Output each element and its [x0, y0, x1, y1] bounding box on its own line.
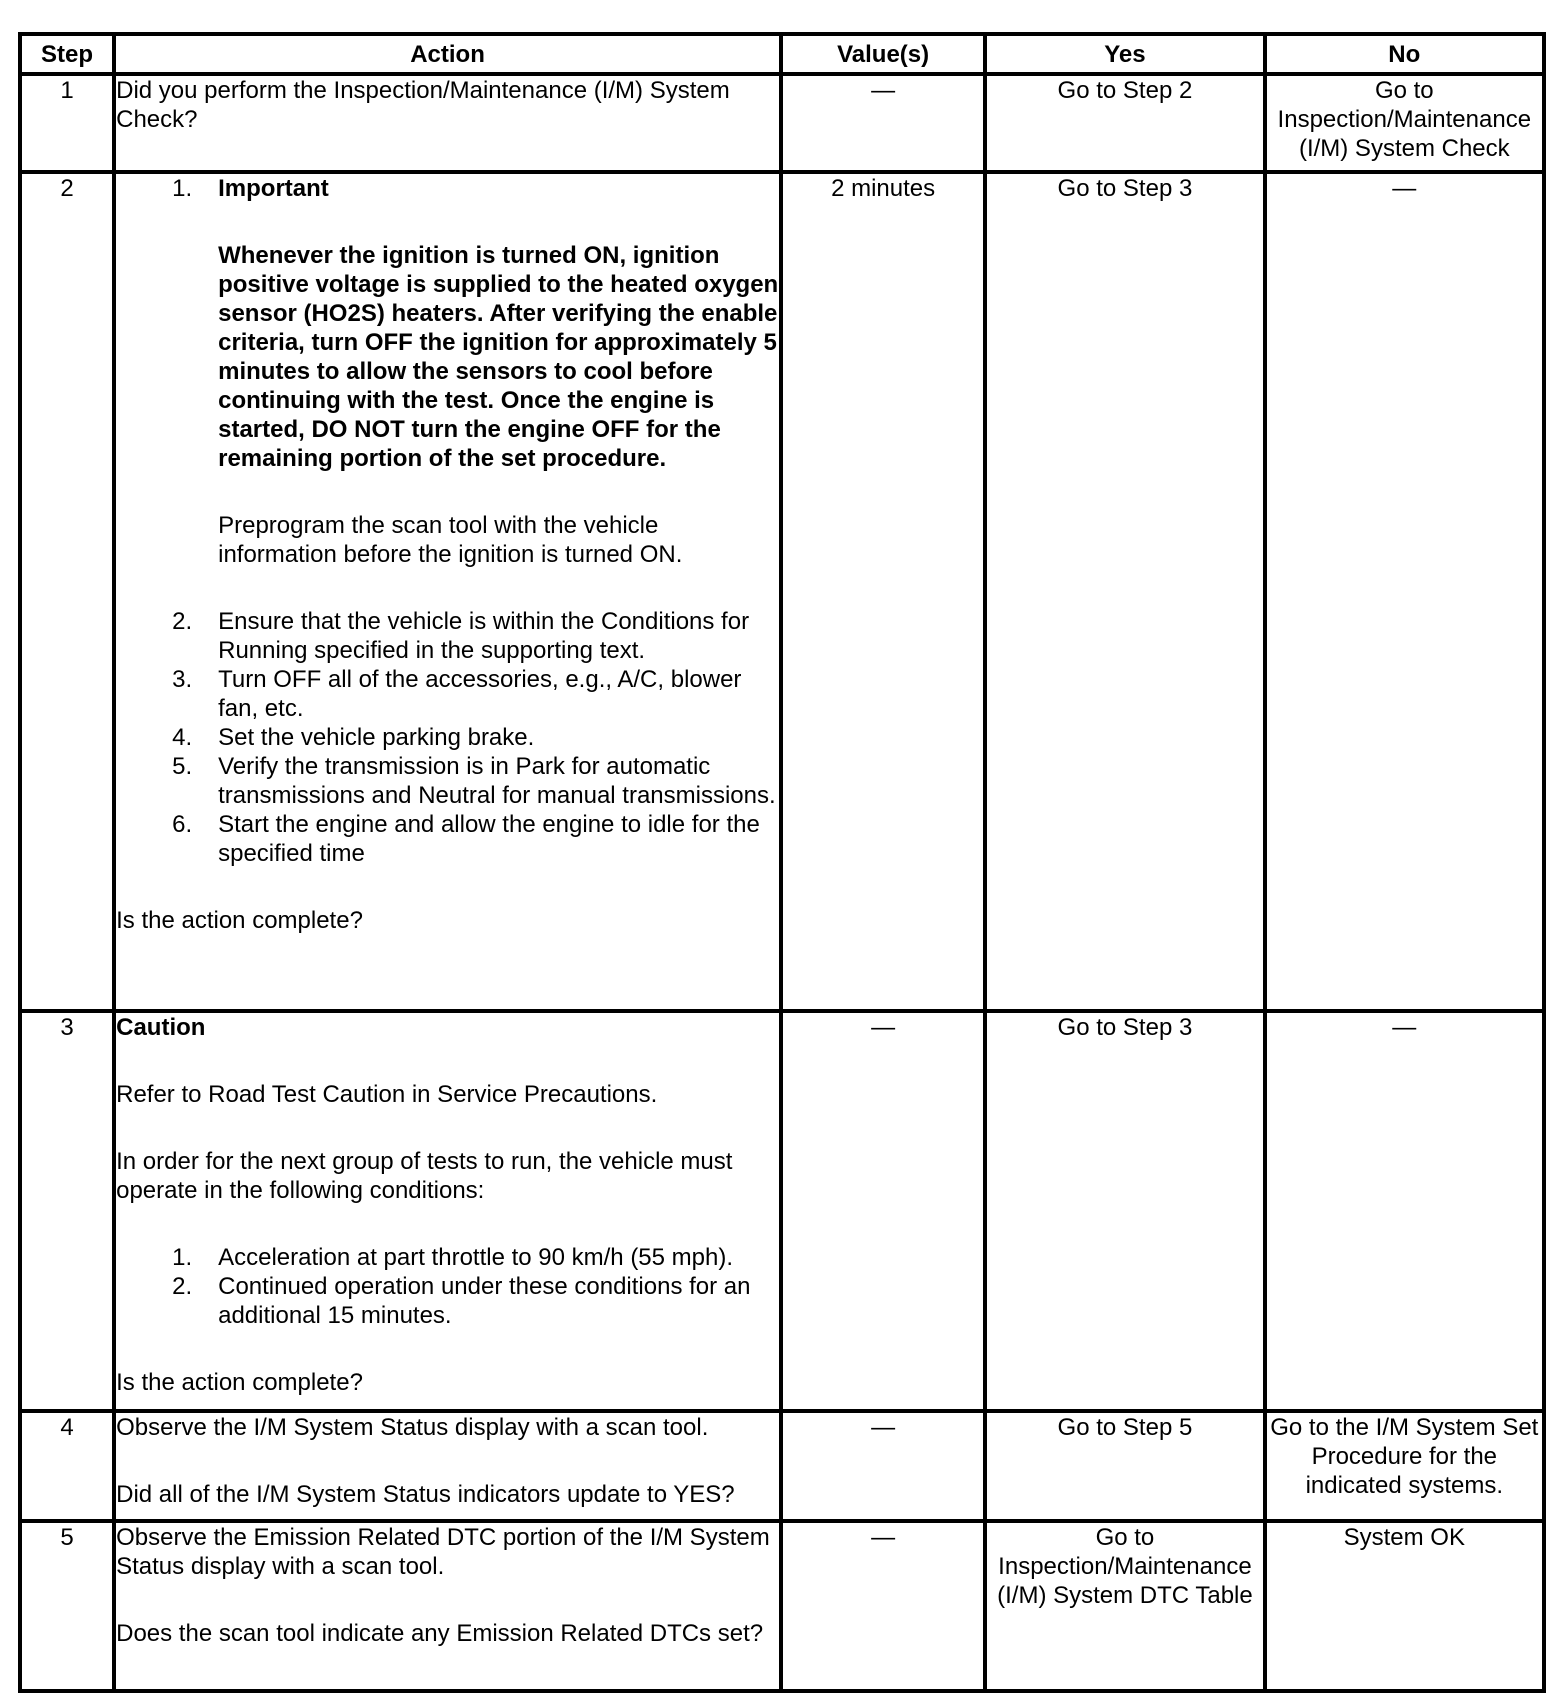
step-number: 4 [20, 1411, 114, 1521]
step-number: 3 [20, 1011, 114, 1411]
yes-text: Go to Step 5 [1057, 1414, 1193, 1441]
yes-text: Go to Step 3 [1057, 175, 1193, 202]
value-text: — [871, 77, 896, 104]
list-text: Continued operation under these conditions for an additional 15 minutes. [218, 1273, 751, 1329]
procedure-list [116, 607, 779, 868]
list-number: 5. [172, 753, 193, 780]
no-cell [1265, 74, 1544, 172]
action-text: Observe the I/M System Status display with a scan tool. [116, 1414, 709, 1441]
table-row [20, 1521, 1544, 1691]
action-text: Observe the Emission Related DTC portion of the I/M System Status display with a scan tool. [116, 1524, 770, 1580]
no-text: — [1392, 1014, 1417, 1041]
list-text: Verify the transmission is in Park for automatic transmissions and Neutral for manual transmissions. [218, 753, 776, 809]
yes-text: Go to Step 2 [1057, 77, 1193, 104]
header-values: Value(s) [781, 34, 985, 74]
action-cell [114, 74, 781, 172]
yes-cell [985, 1521, 1264, 1691]
value-text: — [871, 1524, 896, 1551]
yes-text: Go to Step 3 [1057, 1014, 1193, 1041]
action-cell [114, 1411, 781, 1521]
value-cell [781, 1521, 985, 1691]
list-item [116, 1243, 779, 1272]
list-number: 3. [172, 666, 193, 693]
list-item [116, 174, 779, 203]
action-cell [114, 172, 781, 1011]
table-row [20, 1011, 1544, 1411]
caution-title: Caution [116, 1014, 206, 1041]
yes-cell [985, 74, 1264, 172]
header-action: Action [114, 34, 781, 74]
table-row [20, 74, 1544, 172]
list-item [116, 607, 779, 665]
list-number: 1. [172, 175, 193, 202]
important-note: Whenever the ignition is turned ON, ignition positive voltage is supplied to the heated oxygen sensor (HO2S) heaters. After verifying the enable criteria, turn OFF the ignition for approximately 5 minutes to allow the sensors to cool before continuing with the test. Once the engine is started, DO NOT turn the engine OFF for the remaining portion of the set procedure. [218, 242, 779, 472]
list-number: 2. [172, 608, 193, 635]
value-text: 2 minutes [831, 175, 936, 202]
table-row [20, 172, 1544, 1011]
no-text: — [1392, 175, 1417, 202]
step-number: 1 [20, 74, 114, 172]
value-cell [781, 172, 985, 1011]
important-title: Important [218, 175, 329, 202]
step-number: 2 [20, 172, 114, 1011]
yes-cell [985, 172, 1264, 1011]
list-number: 4. [172, 724, 193, 751]
action-text: Did you perform the Inspection/Maintenance (I/M) System Check? [116, 77, 730, 133]
list-number: 6. [172, 811, 193, 838]
preprogram-note: Preprogram the scan tool with the vehicle information before the ignition is turned ON. [218, 512, 683, 568]
value-cell [781, 74, 985, 172]
list-item [116, 752, 779, 810]
yes-cell [985, 1011, 1264, 1411]
header-yes: Yes [985, 34, 1264, 74]
procedure-list [116, 174, 779, 203]
yes-text: Go to Inspection/Maintenance (I/M) System DTC Table [997, 1524, 1253, 1609]
list-number: 1. [172, 1244, 193, 1271]
no-cell [1265, 1521, 1544, 1691]
value-cell [781, 1411, 985, 1521]
diagnostic-steps-table [18, 32, 1546, 1693]
list-item [116, 723, 779, 752]
value-cell [781, 1011, 985, 1411]
conditions-list [116, 1243, 779, 1330]
action-question: Did all of the I/M System Status indicators update to YES? [116, 1481, 735, 1508]
no-cell [1265, 1411, 1544, 1521]
no-cell [1265, 1011, 1544, 1411]
step-number: 5 [20, 1521, 114, 1691]
list-text: Turn OFF all of the accessories, e.g., A/C, blower fan, etc. [218, 666, 742, 722]
list-text: Acceleration at part throttle to 90 km/h (55 mph). [218, 1244, 734, 1271]
action-cell [114, 1521, 781, 1691]
caution-text: Refer to Road Test Caution in Service Precautions. [116, 1081, 658, 1108]
header-step: Step [20, 34, 114, 74]
list-text: Start the engine and allow the engine to idle for the specified time [218, 811, 760, 867]
header-no: No [1265, 34, 1544, 74]
action-cell [114, 1011, 781, 1411]
no-text: Go to Inspection/Maintenance (I/M) System Check [1277, 77, 1532, 162]
action-question: Is the action complete? [116, 907, 363, 934]
no-cell [1265, 172, 1544, 1011]
list-number: 2. [172, 1273, 193, 1300]
action-question: Does the scan tool indicate any Emission Related DTCs set? [116, 1620, 764, 1647]
conditions-intro: In order for the next group of tests to run, the vehicle must operate in the following conditions: [116, 1148, 733, 1204]
list-text: Ensure that the vehicle is within the Conditions for Running specified in the supporting text. [218, 608, 750, 664]
value-text: — [871, 1414, 896, 1441]
no-text: Go to the I/M System Set Procedure for the indicated systems. [1270, 1414, 1539, 1499]
no-text: System OK [1343, 1524, 1465, 1551]
list-item [116, 1272, 779, 1330]
list-item [116, 665, 779, 723]
value-text: — [871, 1014, 896, 1041]
header-row [20, 34, 1544, 74]
list-item [116, 810, 779, 868]
list-text: Set the vehicle parking brake. [218, 724, 535, 751]
yes-cell [985, 1411, 1264, 1521]
action-question: Is the action complete? [116, 1369, 363, 1396]
table-row [20, 1411, 1544, 1521]
